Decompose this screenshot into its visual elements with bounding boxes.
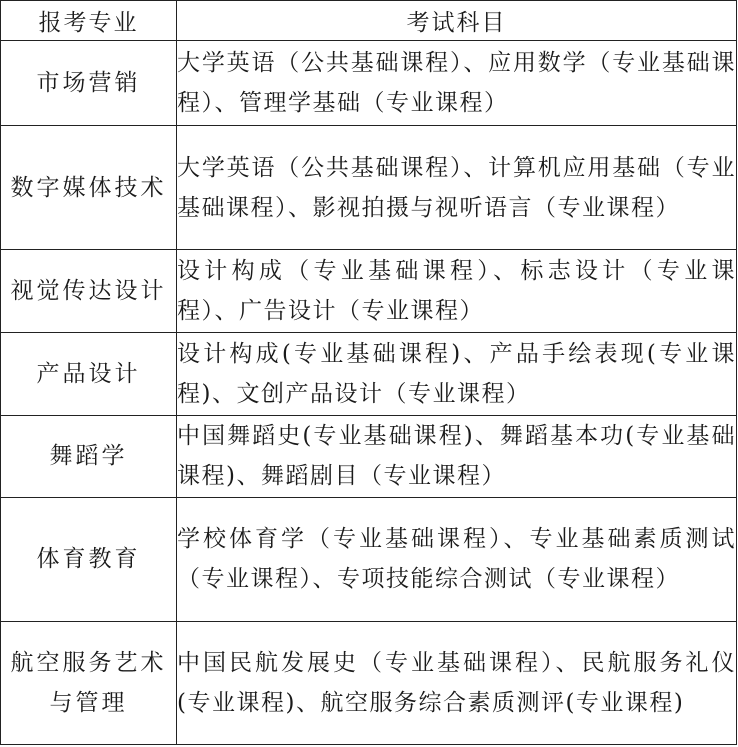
subjects-cell: 大学英语（公共基础课程）、应用数学（专业基础课程）、管理学基础（专业课程） bbox=[177, 41, 737, 126]
major-cell: 体育教育 bbox=[1, 497, 177, 621]
header-major: 报考专业 bbox=[1, 1, 177, 41]
major-cell: 航空服务艺术与管理 bbox=[1, 621, 177, 744]
table-row bbox=[1, 41, 737, 126]
table-row bbox=[1, 621, 737, 744]
subjects-cell: 学校体育学（专业基础课程）、专业基础素质测试（专业课程）、专项技能综合测试（专业课程） bbox=[177, 497, 737, 621]
table-row bbox=[1, 250, 737, 333]
table-row bbox=[1, 333, 737, 415]
subjects-cell: 大学英语（公共基础课程）、计算机应用基础（专业基础课程）、影视拍摄与视听语言（专业课程） bbox=[177, 126, 737, 250]
table-row bbox=[1, 415, 737, 497]
major-cell: 舞蹈学 bbox=[1, 415, 177, 497]
header-subjects: 考试科目 bbox=[177, 1, 737, 41]
subjects-cell: 中国民航发展史（专业基础课程）、民航服务礼仪(专业课程)、航空服务综合素质测评(专业课程) bbox=[177, 621, 737, 744]
major-cell: 市场营销 bbox=[1, 41, 177, 126]
major-cell: 产品设计 bbox=[1, 333, 177, 415]
major-cell: 视觉传达设计 bbox=[1, 250, 177, 333]
table-row bbox=[1, 126, 737, 250]
subjects-cell: 设计构成（专业基础课程）、标志设计（专业课程）、广告设计（专业课程） bbox=[177, 250, 737, 333]
table-header-row bbox=[1, 1, 737, 41]
table-row bbox=[1, 497, 737, 621]
subjects-cell: 中国舞蹈史(专业基础课程)、舞蹈基本功(专业基础课程)、舞蹈剧目（专业课程） bbox=[177, 415, 737, 497]
major-cell: 数字媒体技术 bbox=[1, 126, 177, 250]
subjects-cell: 设计构成(专业基础课程)、产品手绘表现(专业课程)、文创产品设计（专业课程） bbox=[177, 333, 737, 415]
